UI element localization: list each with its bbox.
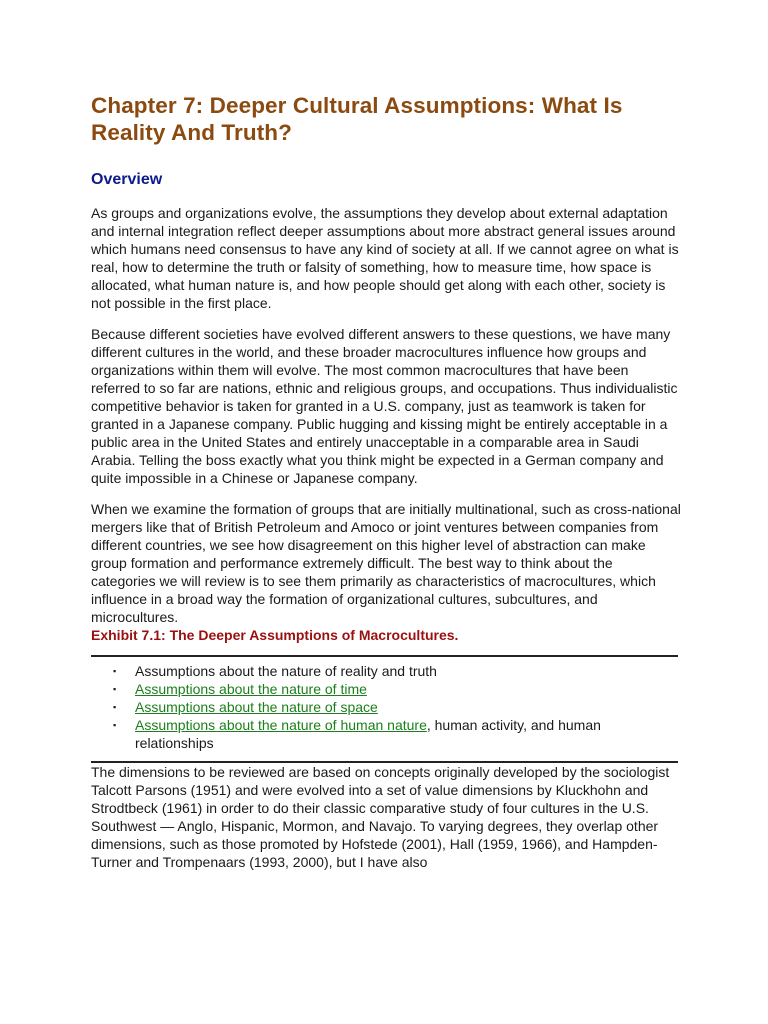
- bullet-icon: ▪: [113, 684, 117, 694]
- document-page: [91, 92, 681, 884]
- bullet-icon: ▪: [113, 666, 117, 676]
- list-item: [113, 662, 681, 680]
- link-nature-of-human-nature[interactable]: Assumptions about the nature of human nature: [135, 717, 427, 733]
- exhibit-top-rule: [91, 655, 678, 657]
- exhibit-list: [91, 662, 681, 752]
- overview-paragraph-2: Because different societies have evolved different answers to these questions, we have many different cultures in the world, and these broader macrocultures influence how groups and organizations within them will evolve. The most common macrocultures that have been referred to so far are nations, ethnic and religious groups, and occupations. Thus individualistic competitive behavior is taken for granted in a U.S. company, just as teamwork is taken for granted in a Japanese company. Public hugging and kissing might be entirely acceptable in a public area in the United States and entirely unacceptable in a comparable area in Saudi Arabia. Telling the boss exactly what you think might be expected in a German company and quite impossible in a Chinese or Japanese company.: [91, 326, 678, 486]
- list-item: [113, 680, 681, 698]
- bullet-icon: ▪: [113, 702, 117, 712]
- exhibit-title: Exhibit 7.1: The Deeper Assumptions of Macrocultures.: [91, 627, 459, 643]
- link-nature-of-time[interactable]: Assumptions about the nature of time: [135, 681, 367, 697]
- closing-paragraph: The dimensions to be reviewed are based on concepts originally developed by the sociologist Talcott Parsons (1951) and were evolved into a set of value dimensions by Kluckhohn and Strodtbeck (1961) in order to do their classic comparative study of four cultures in the U.S. Southwest — Anglo, Hispanic, Mormon, and Navajo. To varying degrees, they overlap other dimensions, such as those promoted by Hofstede (2001), Hall (1959, 1966), and Hampden-Turner and Trompenaars (1993, 2000), but I have also: [91, 764, 670, 870]
- list-item: [113, 698, 681, 716]
- list-item: [113, 716, 681, 752]
- chapter-title: Chapter 7: Deeper Cultural Assumptions: What Is Reality And Truth?: [91, 93, 623, 145]
- bullet-icon: ▪: [113, 720, 117, 730]
- list-item-text-rest: , human activity, and human relationships: [135, 717, 601, 751]
- overview-paragraph-3: When we examine the formation of groups that are initially multinational, such as cross-national mergers like that of British Petroleum and Amoco or joint ventures between companies from different countries, we see how disagreement on this higher level of abstraction can make group formation and performance extremely difficult. The best way to think about the categories we will review is to see them primarily as characteristics of macrocultures, which influence in a broad way the formation of organizational cultures, subcultures, and microcultures.: [91, 501, 681, 625]
- overview-heading: Overview: [91, 171, 163, 188]
- link-nature-of-space[interactable]: Assumptions about the nature of space: [135, 699, 378, 715]
- list-item-text: Assumptions about the nature of reality and truth: [135, 663, 437, 679]
- overview-paragraph-1: As groups and organizations evolve, the assumptions they develop about external adaptation and internal integration reflect deeper assumptions about more abstract general issues around which humans need consensus to have any kind of society at all. If we cannot agree on what is real, how to determine the truth or falsity of something, how to measure time, how space is allocated, what human nature is, and how people should get along with each other, society is not possible in the first place.: [91, 205, 679, 311]
